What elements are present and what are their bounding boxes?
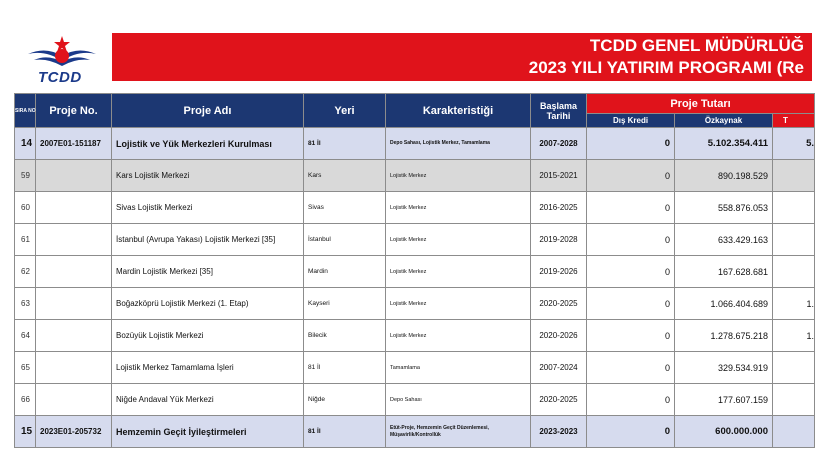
cell-dis-kredi: 0	[587, 320, 675, 352]
cell-tarih: 2020-2025	[531, 384, 587, 416]
cell-karakteristigi: Lojistik Merkez	[386, 192, 531, 224]
investment-table	[14, 93, 815, 448]
cell-no: 60	[15, 192, 36, 224]
cell-tarih: 2007-2024	[531, 352, 587, 384]
cell-karakteristigi: Lojistik Merkez	[386, 288, 531, 320]
col-yeri: Yeri	[304, 94, 386, 128]
cell-no: 64	[15, 320, 36, 352]
cell-proje-no	[36, 192, 112, 224]
cell-no: 59	[15, 160, 36, 192]
table-row	[15, 320, 815, 352]
cell-no: 65	[15, 352, 36, 384]
logo-text: TCDD	[38, 69, 82, 86]
col-proje-tutari: Proje Tutarı	[587, 94, 815, 114]
cell-no: 63	[15, 288, 36, 320]
cell-tarih: 2020-2026	[531, 320, 587, 352]
table-row	[15, 352, 815, 384]
cell-proje-no: 2023E01-205732	[36, 416, 112, 448]
table-row	[15, 256, 815, 288]
col-proje-adi: Proje Adı	[112, 94, 304, 128]
cell-proje-no	[36, 224, 112, 256]
cell-dis-kredi: 0	[587, 224, 675, 256]
cell-karakteristigi: Tamamlama	[386, 352, 531, 384]
title-line-2: 2023 YILI YATIRIM PROGRAMI (Re	[528, 58, 804, 77]
cell-yeri: Mardin	[304, 256, 386, 288]
cell-proje-adi: Hemzemin Geçit İyileştirmeleri	[112, 416, 304, 448]
cell-toplam	[773, 192, 815, 224]
cell-proje-no	[36, 352, 112, 384]
cell-proje-adi: Sivas Lojistik Merkezi	[112, 192, 304, 224]
cell-dis-kredi: 0	[587, 128, 675, 160]
cell-yeri: Kars	[304, 160, 386, 192]
cell-tarih: 2019-2028	[531, 224, 587, 256]
cell-tarih: 2023-2023	[531, 416, 587, 448]
cell-toplam	[773, 224, 815, 256]
cell-toplam	[773, 384, 815, 416]
col-karakteristigi: Karakteristiği	[386, 94, 531, 128]
cell-karakteristigi: Depo Sahası	[386, 384, 531, 416]
cell-yeri: 81 İl	[304, 128, 386, 160]
cell-ozkaynak: 633.429.163	[675, 224, 773, 256]
col-dis-kredi: Dış Kredi	[587, 114, 675, 128]
cell-yeri: 81 İl	[304, 352, 386, 384]
cell-proje-adi: Niğde Andaval Yük Merkezi	[112, 384, 304, 416]
cell-proje-no: 2007E01-151187	[36, 128, 112, 160]
cell-ozkaynak: 558.876.053	[675, 192, 773, 224]
cell-yeri: Bilecik	[304, 320, 386, 352]
cell-toplam	[773, 352, 815, 384]
cell-yeri: Kayseri	[304, 288, 386, 320]
cell-ozkaynak: 1.066.404.689	[675, 288, 773, 320]
cell-tarih: 2019-2026	[531, 256, 587, 288]
cell-ozkaynak: 177.607.159	[675, 384, 773, 416]
cell-dis-kredi: 0	[587, 352, 675, 384]
cell-tarih: 2007-2028	[531, 128, 587, 160]
cell-karakteristigi: Depo Sahası, Lojistik Merkez, Tamamlama	[386, 128, 531, 160]
cell-no: 61	[15, 224, 36, 256]
col-baslama-tarihi: Başlama Tarihi	[531, 94, 587, 128]
cell-proje-adi: Lojistik Merkez Tamamlama İşleri	[112, 352, 304, 384]
cell-tarih: 2020-2025	[531, 288, 587, 320]
cell-ozkaynak: 329.534.919	[675, 352, 773, 384]
cell-toplam	[773, 416, 815, 448]
cell-proje-adi: İstanbul (Avrupa Yakası) Lojistik Merkezi [35]	[112, 224, 304, 256]
cell-ozkaynak: 167.628.681	[675, 256, 773, 288]
cell-karakteristigi: Lojistik Merkez	[386, 224, 531, 256]
cell-yeri: Sivas	[304, 192, 386, 224]
table-row	[15, 128, 815, 160]
cell-yeri: 81 İl	[304, 416, 386, 448]
cell-proje-adi: Kars Lojistik Merkezi	[112, 160, 304, 192]
title-line-1: TCDD GENEL MÜDÜRLÜĞ	[589, 36, 804, 55]
cell-dis-kredi: 0	[587, 160, 675, 192]
cell-dis-kredi: 0	[587, 256, 675, 288]
cell-toplam: 1.	[773, 288, 815, 320]
cell-proje-adi: Bozüyük Lojistik Merkezi	[112, 320, 304, 352]
cell-ozkaynak: 600.000.000	[675, 416, 773, 448]
table-row	[15, 416, 815, 448]
cell-toplam	[773, 160, 815, 192]
cell-karakteristigi: Etüt-Proje, Hemzemin Geçit Düzenlemesi, Müşavirlik/Kontrollük	[386, 416, 531, 448]
cell-no: 14	[15, 128, 36, 160]
cell-no: 66	[15, 384, 36, 416]
cell-toplam: 1.	[773, 320, 815, 352]
cell-dis-kredi: 0	[587, 288, 675, 320]
cell-no: 62	[15, 256, 36, 288]
cell-karakteristigi: Lojistik Merkez	[386, 160, 531, 192]
table-row	[15, 192, 815, 224]
cell-ozkaynak: 890.198.529	[675, 160, 773, 192]
cell-tarih: 2016-2025	[531, 192, 587, 224]
cell-proje-no	[36, 320, 112, 352]
title-banner	[112, 33, 812, 81]
cell-proje-no	[36, 384, 112, 416]
table-row	[15, 224, 815, 256]
cell-karakteristigi: Lojistik Merkez	[386, 320, 531, 352]
cell-ozkaynak: 5.102.354.411	[675, 128, 773, 160]
cell-proje-adi: Lojistik ve Yük Merkezleri Kurulması	[112, 128, 304, 160]
cell-yeri: İstanbul	[304, 224, 386, 256]
table-row	[15, 160, 815, 192]
cell-toplam: 5.	[773, 128, 815, 160]
cell-tarih: 2015-2021	[531, 160, 587, 192]
cell-dis-kredi: 0	[587, 416, 675, 448]
cell-proje-adi: Boğazköprü Lojistik Merkezi (1. Etap)	[112, 288, 304, 320]
header-row-1	[15, 94, 815, 114]
table-row	[15, 288, 815, 320]
cell-ozkaynak: 1.278.675.218	[675, 320, 773, 352]
cell-proje-no	[36, 288, 112, 320]
cell-proje-no	[36, 160, 112, 192]
col-ozkaynak: Özkaynak	[675, 114, 773, 128]
cell-dis-kredi: 0	[587, 192, 675, 224]
cell-no: 15	[15, 416, 36, 448]
cell-yeri: Niğde	[304, 384, 386, 416]
cell-dis-kredi: 0	[587, 384, 675, 416]
col-proje-no: Proje No.	[36, 94, 112, 128]
col-toplam: T	[773, 114, 815, 128]
col-sira-no: SIRA NO	[15, 94, 36, 128]
cell-toplam	[773, 256, 815, 288]
cell-proje-adi: Mardin Lojistik Merkezi [35]	[112, 256, 304, 288]
table-row	[15, 384, 815, 416]
cell-karakteristigi: Lojistik Merkez	[386, 256, 531, 288]
cell-proje-no	[36, 256, 112, 288]
